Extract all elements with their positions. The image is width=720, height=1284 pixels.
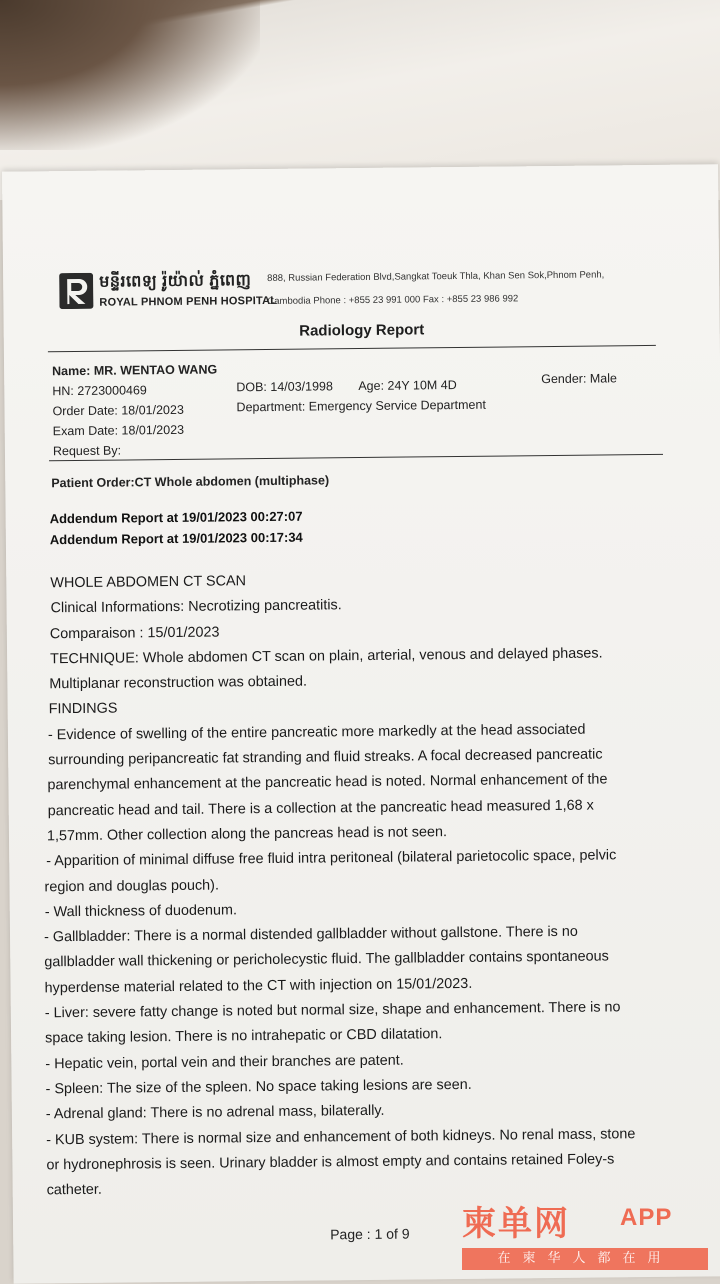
patient-dob: DOB: 14/03/1998 — [236, 379, 333, 395]
report-paper — [2, 164, 720, 1283]
order-date: Order Date: 18/01/2023 — [52, 402, 184, 419]
divider-top — [48, 345, 656, 352]
body-line: - Adrenal gland: There is no adrenal mass, bilaterally. — [45, 1103, 385, 1123]
watermark-main-text: 柬单网 — [462, 1204, 570, 1244]
body-line: region and douglas pouch). — [44, 877, 220, 895]
body-line: gallbladder wall thickening or pericholecystic fluid. The gallbladder contains spontaneous — [44, 948, 609, 971]
patient-name: Name: MR. WENTAO WANG — [52, 362, 218, 379]
body-line: - Spleen: The size of the spleen. No space taking lesions are seen. — [45, 1076, 472, 1098]
body-line: pancreatic head and tail. There is a collection at the pancreatic head measured 1,68 x — [47, 797, 594, 819]
body-line: - KUB system: There is normal size and enhancement of both kidneys. No renal mass, stone — [46, 1125, 636, 1148]
report-title: Radiology Report — [299, 321, 425, 340]
page-number: Page : 1 of 9 — [330, 1225, 410, 1243]
patient-hn: HN: 2723000469 — [52, 383, 147, 399]
body-line: hyperdense material related to the CT with injection on 15/01/2023. — [44, 975, 473, 997]
hospital-contact: Cambodia Phone : +855 23 991 000 Fax : +855 23 986 992 — [267, 293, 519, 307]
watermark-logo — [462, 1196, 712, 1276]
patient-age: Age: 24Y 10M 4D — [358, 377, 457, 394]
background-fold-shadow — [0, 0, 260, 150]
body-line: - Apparition of minimal diffuse free fluid intra peritoneal (bilateral parietocolic space, pelvic — [46, 847, 617, 870]
body-line: Clinical Informations: Necrotizing pancreatitis. — [50, 597, 342, 617]
report-body — [40, 565, 697, 1204]
body-line: - Wall thickness of duodenum. — [44, 902, 238, 921]
watermark-app-text: APP — [620, 1204, 673, 1231]
addendum-line: Addendum Report at 19/01/2023 00:27:07 — [49, 508, 303, 527]
body-line: surrounding peripancreatic fat stranding and fluid streaks. A focal decreased pancreatic — [48, 746, 603, 769]
patient-gender: Gender: Male — [541, 371, 618, 387]
body-line: parenchymal enhancement at the pancreatic head is noted. Normal enhancement of the — [47, 771, 608, 794]
exam-date: Exam Date: 18/01/2023 — [52, 422, 185, 439]
body-line: - Gallbladder: There is a normal distended gallbladder without gallstone. There is no — [43, 923, 578, 946]
department: Department: Emergency Service Department — [236, 397, 486, 415]
hospital-name-khmer: មន្ទីរពេទ្យ រ៉ូយ៉ាល់ ភ្នំពេញ — [99, 272, 252, 291]
body-line: Comparaison : 15/01/2023 — [49, 624, 220, 642]
divider-bottom — [49, 454, 663, 461]
body-line: 1,57mm. Other collection along the pancreas head is not seen. — [46, 824, 448, 845]
body-line: or hydronephrosis is seen. Urinary bladder is almost empty and contains retained Foley-s — [46, 1151, 615, 1174]
body-line: - Liver: severe fatty change is noted but normal size, shape and enhancement. There is no — [44, 999, 621, 1022]
hospital-header — [59, 265, 659, 315]
body-line: Multiplanar reconstruction was obtained. — [49, 673, 308, 693]
hospital-logo-icon — [59, 273, 93, 309]
body-line: - Evidence of swelling of the entire pancreatic more markedly at the head associated — [47, 721, 586, 744]
body-line: catheter. — [46, 1181, 102, 1199]
body-line: WHOLE ABDOMEN CT SCAN — [50, 573, 247, 592]
body-line: - Hepatic vein, portal vein and their branches are patent. — [45, 1052, 404, 1072]
body-line: space taking lesion. There is no intrahepatic or CBD dilatation. — [45, 1026, 443, 1047]
hospital-name-english: ROYAL PHNOM PENH HOSPITAL — [99, 294, 278, 309]
hospital-address: 888, Russian Federation Blvd,Sangkat Toeuk Thla, Khan Sen Sok,Phnom Penh, — [267, 269, 605, 284]
request-by: Request By: — [52, 443, 122, 459]
patient-order: Patient Order:CT Whole abdomen (multiphase) — [51, 473, 330, 491]
watermark-slogan: 在柬华人都在用 — [462, 1248, 708, 1270]
body-line: TECHNIQUE: Whole abdomen CT scan on plain, arterial, venous and delayed phases. — [50, 645, 603, 668]
addendum-line: Addendum Report at 19/01/2023 00:17:34 — [49, 529, 303, 548]
body-line: FINDINGS — [48, 701, 118, 718]
